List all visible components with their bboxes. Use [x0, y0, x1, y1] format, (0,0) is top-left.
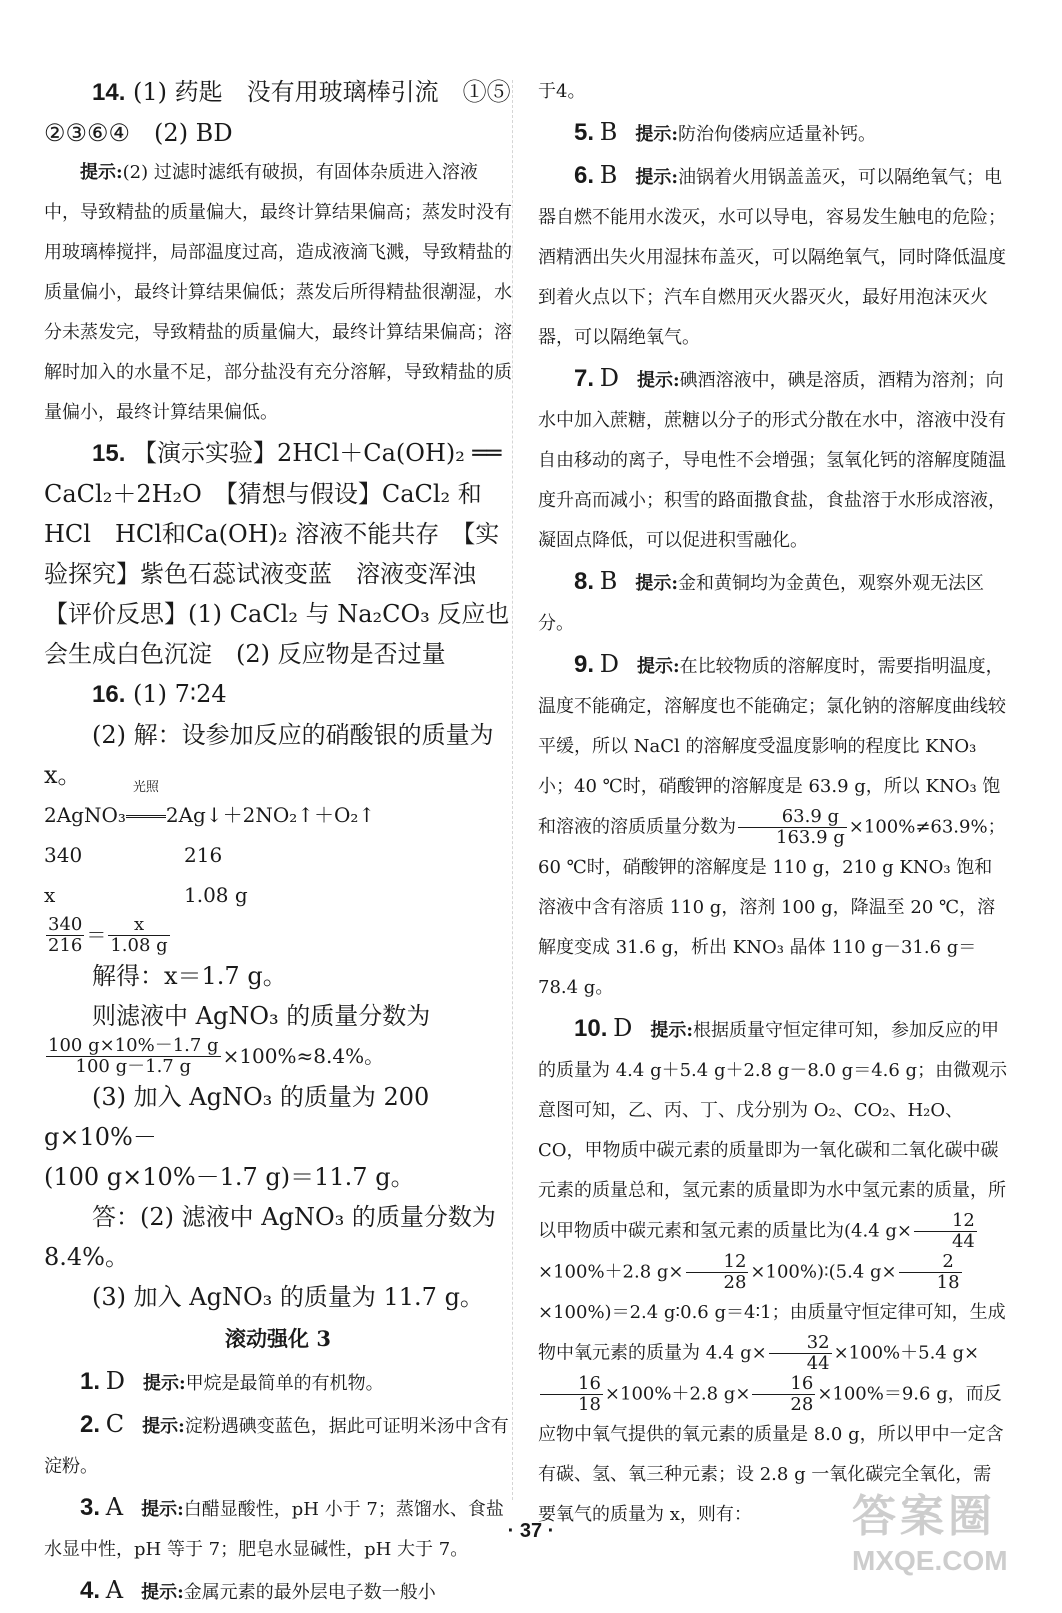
ratio-fraction-2: $\frac{x}{1.08 g}$	[110, 914, 168, 956]
hint-text: 碘酒溶液中，碘是溶质，酒精为溶剂；向水中加入蔗糖，蔗糖以分子的形式分散在水中，溶液中没有自由移动的离子，导电性不会增强；氢氧化钙的溶解度随温度升高而减小；积雪的路面撒食盐，食盐溶于水形成溶液，凝固点降低，可以促进积雪融化。	[538, 370, 1006, 551]
item-number: 1.	[80, 1368, 101, 1395]
hint-text: 防治佝偻病应适量补钙。	[678, 124, 877, 145]
equation-reactant: 2AgNO₃	[44, 803, 126, 827]
watermark-logo	[852, 1490, 1052, 1590]
item-number: 3.	[80, 1494, 101, 1521]
hint-text: 金和黄铜均为金黄色，观察外观无法区分。	[538, 573, 985, 634]
q14-number: 14.	[92, 79, 126, 106]
q10-fraction-1: $\frac{12}{44}$	[914, 1211, 977, 1252]
q10-fraction-4: $\frac{32}{44}$	[769, 1333, 832, 1374]
answer-line-2: (3) 加入 AgNO₃ 的质量为 11.7 g。	[92, 1283, 484, 1311]
q10-hint-b: ×100%＋2.8 g×	[538, 1261, 684, 1283]
fraction-result: ×100%≈8.4%。	[222, 1044, 385, 1068]
section-title: 滚动强化 3	[225, 1326, 331, 1351]
ratio-equation	[44, 915, 512, 956]
right-column	[538, 72, 1008, 1535]
hint-label: 提示:	[637, 370, 680, 391]
hint-text: 金属元素的最外层电子数一般小	[183, 1582, 436, 1603]
item-number: 4.	[80, 1577, 101, 1604]
q16-part2: (2) 解：设参加反应的硝酸银的质量为 x。	[44, 721, 494, 789]
equation-products: 2Ag↓＋2NO₂↑＋O₂↑	[165, 803, 376, 827]
page-number: · 37 ·	[507, 1520, 555, 1542]
hint-label: 提示:	[141, 1499, 184, 1520]
equation-condition-sign	[126, 780, 166, 835]
answer-item	[538, 112, 1008, 155]
fraction-line	[44, 1036, 512, 1077]
watermark-bottom: MXQE.COM	[852, 1545, 1008, 1576]
item-number: 10.	[574, 1015, 608, 1042]
hint-label: 提示:	[141, 1582, 184, 1603]
q16-part1-text: (1) 7∶24	[133, 680, 227, 708]
hint-text: 油锅着火用锅盖盖灭，可以隔绝氧气；电器自燃不能用水泼灭，水可以导电，容易发生触电的危险；酒精洒出失火用湿抹布盖灭，可以隔绝氧气，同时降低温度到着火点以下；汽车自燃用灭火器灭火，最好用泡沫灭火器，可以隔绝氧气。	[538, 167, 1006, 348]
chemical-equation	[44, 780, 512, 835]
q9-hint-b: ×100%≠63.9%；60 ℃时，硝酸钾的溶解度是 110 g，210 g KNO₃ 饱和溶液中含有溶质 110 g，溶剂 100 g，降温至 20 ℃，溶解度变成 31.6 g，析出 KNO₃ 晶体 110 g－31.6 g＝78.4 g。	[538, 816, 1006, 998]
q10-hint-f: ×100%＋2.8 g×	[604, 1383, 751, 1405]
molar-mass-reactant: 340	[44, 843, 83, 867]
q10-hint-c: ×100%)∶(5.4 g×	[750, 1261, 897, 1283]
q14-hint-text: (2) 过滤时滤纸有破损，有固体杂质进入溶液中，导致精盐的质量偏大，最终计算结果偏高；蒸发时没有用玻璃棒搅拌，局部温度过高，造成液滴飞溅，导致精盐的质量偏小，最终计算结果偏低；蒸发后所得精盐很潮湿，水分未蒸发完，导致精盐的质量偏大，最终计算结果偏高；溶解时加入的水量不足，部分盐没有充分溶解，导致精盐的质量偏小，最终计算结果偏低。	[44, 162, 512, 423]
equation-condition: 光照	[132, 780, 159, 795]
item-answer: C	[105, 1410, 125, 1438]
q14-hint	[44, 153, 512, 433]
q16-part1	[44, 674, 512, 715]
q10-fraction-5: $\frac{16}{18}$	[540, 1374, 603, 1415]
item-number: 7.	[574, 365, 595, 392]
q16-part3-line1: (3) 加入 AgNO₃ 的质量为 200 g×10%－	[44, 1083, 430, 1151]
q9-fraction: $\frac{63.9 g}{163.9 g}$	[738, 807, 847, 848]
hint-label: 提示:	[142, 1416, 185, 1437]
q10-fraction-2: $\frac{12}{28}$	[686, 1252, 749, 1293]
mass-fraction: $\frac{100 g\times 10\%-1.7 g}{100 g-1.7 g}$	[48, 1035, 219, 1077]
q9-item	[538, 644, 1008, 1008]
left-column	[44, 72, 512, 1613]
hint-label: 提示:	[635, 167, 679, 188]
ratio-fraction-1: $\frac{340}{216}$	[48, 914, 83, 956]
item-number: 2.	[80, 1411, 101, 1438]
q10-hint-d: ×100%)＝2.4 g∶0.6 g＝4∶1；由质量守恒定律可知，生成物中氧元素的质量为 4.4 g×	[538, 1302, 1006, 1364]
q10-hint-a: 根据质量守恒定律可知，参加反应的甲的质量为 4.4 g＋5.4 g＋2.8 g－8.0 g＝4.6 g；由微观示意图可知，乙、丙、丁、戊分别为 O₂、CO₂、H₂O、CO，甲物质中碳元素的质量即为一氧化碳和二氧化碳中碳元素的质量总和，氢元素的质量即为水中氢元素的质量，所以甲物质中碳元素和氢元素的质量比为(4.4 g×	[538, 1020, 1008, 1242]
item-number: 9.	[574, 651, 595, 678]
q10-fraction-3: $\frac{2}{18}$	[899, 1252, 962, 1293]
unknown-mass: x	[44, 883, 56, 907]
item-number: 6.	[574, 162, 595, 189]
answer-item	[44, 1361, 512, 1404]
q16-number: 16.	[92, 681, 126, 708]
answer-item	[538, 561, 1008, 644]
hint-label: 提示:	[635, 124, 679, 145]
item-answer: D	[613, 1014, 633, 1042]
q14-line1: (1) 药匙 没有用玻璃棒引流 ①⑤	[133, 78, 511, 106]
known-mass: 1.08 g	[184, 883, 248, 907]
hint-text: 白醋显酸性，pH 小于 7；蒸馏水、食盐水显中性，pH 等于 7；肥皂水显碱性，pH 大于 7。	[44, 1499, 504, 1560]
item-answer: D	[599, 364, 619, 392]
molar-mass-product: 216	[184, 843, 223, 867]
right-item-list	[538, 112, 1008, 644]
hint-label: 提示:	[80, 162, 123, 183]
continuation-text: 于4。	[538, 81, 586, 102]
q16-part3-line2: (100 g×10%－1.7 g)＝11.7 g。	[44, 1163, 415, 1191]
q15-number: 15.	[92, 440, 126, 467]
hint-label: 提示:	[143, 1373, 186, 1394]
q10-item	[538, 1008, 1008, 1535]
hint-text: 淀粉遇碘变蓝色，据此可证明米汤中含有淀粉。	[44, 1416, 509, 1477]
item-answer: A	[105, 1576, 124, 1604]
left-item-list	[44, 1361, 512, 1613]
solve-line: 解得：x＝1.7 g。	[92, 962, 287, 990]
answer-line-1: 答：(2) 滤液中 AgNO₃ 的质量分数为8.4%。	[44, 1203, 496, 1271]
ratio-equals: ＝	[86, 923, 107, 947]
hint-label: 提示:	[650, 1020, 694, 1041]
filtrate-line: 则滤液中 AgNO₃ 的质量分数为	[92, 1002, 431, 1030]
watermark-top: 答案圈	[852, 1492, 996, 1541]
mass-row-2	[44, 875, 512, 915]
mass-row-1	[44, 835, 512, 875]
item-answer: B	[599, 567, 618, 595]
item-answer: D	[105, 1367, 125, 1395]
q10-fraction-6: $\frac{16}{28}$	[752, 1374, 815, 1415]
q14-answer	[44, 72, 512, 113]
q15-text: 【演示实验】2HCl＋Ca(OH)₂ ══ CaCl₂＋2H₂O 【猜想与假设】CaCl₂ 和 HCl HCl和Ca(OH)₂ 溶液不能共存 【实验探究】紫色石蕊试液变蓝 溶液变浑浊 【评价反思】(1) CaCl₂ 与 Na₂CO₃ 反应也会生成白色沉淀 (2) 反应物是否过量	[44, 439, 510, 668]
q9-hint-a: 在比较物质的溶解度时，需要指明温度，温度不能确定，溶解度也不能确定；氯化钠的溶解度曲线较平缓，所以 NaCl 的溶解度受温度影响的程度比 KNO₃ 小；40 ℃时，硝酸钾的溶解度是 63.9 g，所以 KNO₃ 饱和溶液的溶质质量分数为	[538, 656, 1006, 838]
hint-label: 提示:	[637, 656, 680, 677]
item-answer: A	[105, 1493, 124, 1521]
item-answer: B	[599, 118, 618, 146]
item-number: 8.	[574, 568, 595, 595]
item-answer: D	[599, 650, 619, 678]
column-divider	[512, 80, 513, 1500]
item-number: 5.	[574, 119, 595, 146]
q15-answer	[44, 433, 512, 674]
item-answer: B	[599, 161, 618, 189]
q14-line2: ②③⑥④ (2) BD	[44, 119, 233, 147]
q10-hint-g: ×100%＝9.6 g，而反应物中氧气提供的氧元素的质量是 8.0 g，所以甲中一定含有碳、氢、氧三种元素；设 2.8 g 一氧化碳完全氧化，需要氧气的质量为 x，则有：	[538, 1383, 1004, 1525]
answer-item	[538, 358, 1008, 561]
answer-item	[44, 1404, 512, 1487]
hint-label: 提示:	[635, 573, 679, 594]
answer-item	[538, 155, 1008, 358]
q10-hint-e: ×100%＋5.4 g×	[833, 1342, 980, 1364]
answer-item	[44, 1570, 512, 1613]
hint-text: 甲烷是最简单的有机物。	[185, 1373, 384, 1394]
